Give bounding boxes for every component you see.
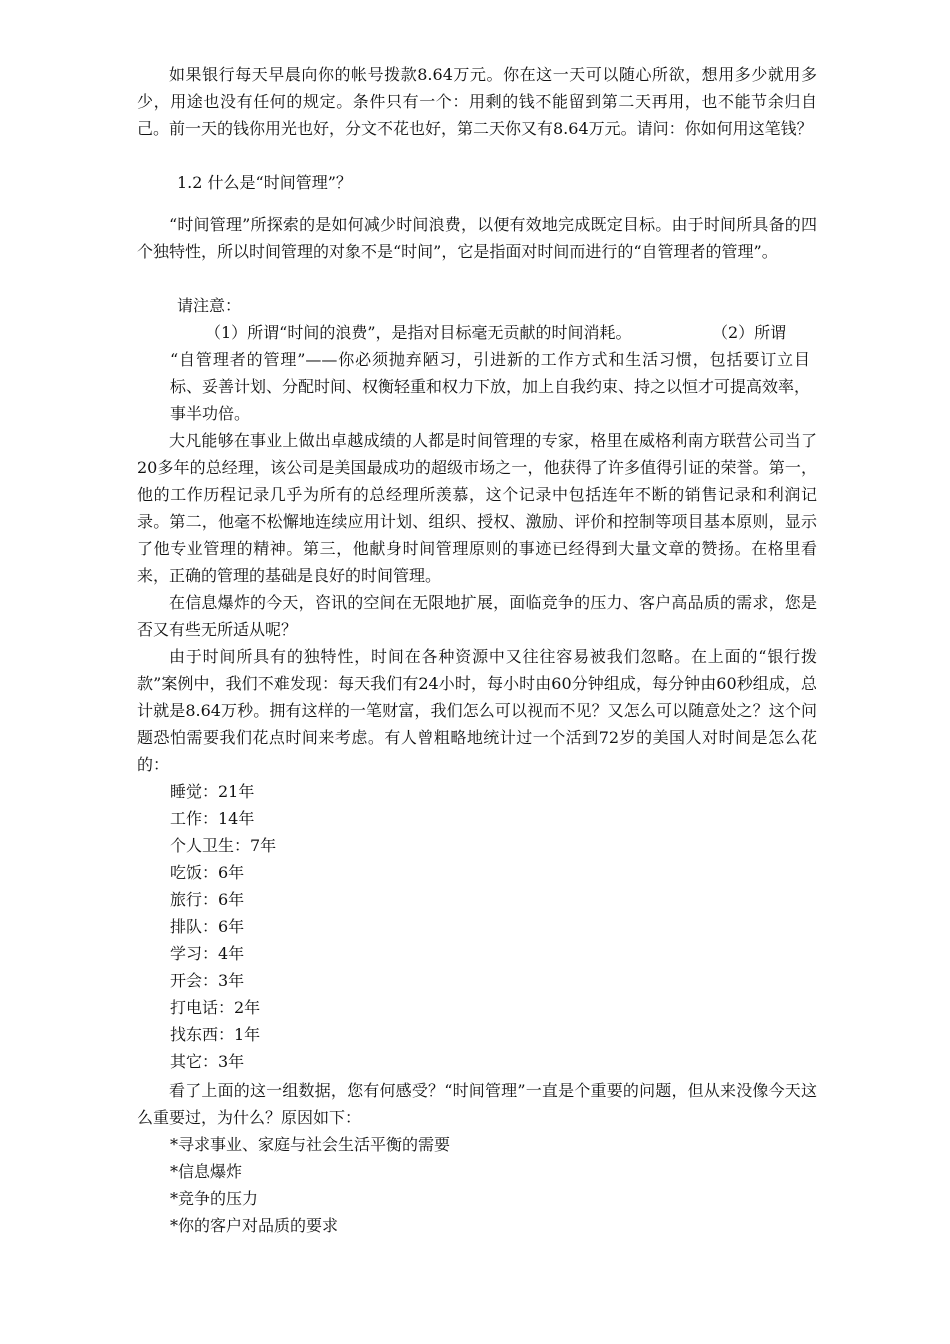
- paragraph-time-management-definition: “时间管理”所探索的是如何减少时间浪费，以便有效地完成既定目标。由于时间所具备的四个独特性，所以时间管理的对象不是“时间”，它是指面对时间而进行的“自管理者的管理”。: [137, 215, 817, 261]
- list-item: 旅行：6年: [170, 890, 245, 909]
- paragraph-time-resource: 由于时间所具有的独特性，时间在各种资源中又往往容易被我们忽略。在上面的“银行拨款”案例中，我们不难发现：每天我们有24小时，每小时由60分钟组成，每分钟由60秒组成，总计就是8.64万秒。拥有这样的一笔财富，我们怎么可以视而不见？又怎么可以随意处之？这个问题恐怕需要我们花点时间来考虑。有人曾粗略地统计过一个活到72岁的美国人对时间是怎么花的：: [137, 647, 817, 774]
- paragraph-information-explosion: 在信息爆炸的今天，咨讯的空间在无限地扩展，面临竞争的压力、客户高品质的需求，您是否又有些无所适从呢？: [137, 593, 817, 639]
- list-item: *你的客户对品质的要求: [170, 1216, 339, 1235]
- paragraph-bank-deposit: 如果银行每天早晨向你的帐号拨款8.64万元。你在这一天可以随心所欲，想用多少就用多少，用途也没有任何的规定。条件只有一个：用剩的钱不能留到第二天再用，也不能节余归自己。前一天的钱你用光也好，分文不花也好，第二天你又有8.64万元。请问：你如何用这笔钱？: [137, 65, 817, 138]
- note-item-1: （1）所谓“时间的浪费”，是指对目标毫无贡献的时间消耗。: [205, 323, 632, 342]
- list-item: 睡觉：21年: [170, 782, 255, 801]
- list-item: 其它：3年: [170, 1052, 245, 1071]
- list-item: 个人卫生：7年: [170, 836, 277, 855]
- note-item-2-text: “自管理者的管理”——你必须抛弃陋习，引进新的工作方式和生活习惯，包括要订立目标、妥善计划、分配时间、权衡轻重和权力下放，加上自我约束、持之以恒才可提高效率，事半功倍。: [170, 350, 811, 423]
- list-item: *寻求事业、家庭与社会生活平衡的需要: [170, 1135, 451, 1154]
- list-item: 开会：3年: [170, 971, 245, 990]
- note-label: 请注意：: [177, 296, 242, 315]
- list-item: 学习：4年: [170, 944, 245, 963]
- paragraph-reasons-intro: 看了上面的这一组数据，您有何感受？“时间管理”一直是个重要的问题，但从来没像今天这么重要过，为什么？原因如下：: [137, 1081, 817, 1127]
- note-item-2-start: （2）所谓: [712, 323, 787, 342]
- paragraph-gary-example: 大凡能够在事业上做出卓越成绩的人都是时间管理的专家，格里在威格利南方联营公司当了20多年的总经理，该公司是美国最成功的超级市场之一，他获得了许多值得引证的荣誉。第一，他的工作历程记录几乎为所有的总经理所羡慕，这个记录中包括连年不断的销售记录和利润记录。第二，他毫不松懈地连续应用计划、组织、授权、激励、评价和控制等项目基本原则，显示了他专业管理的精神。第三，他献身时间管理原则的事迹已经得到大量文章的赞扬。在格里看来，正确的管理的基础是良好的时间管理。: [137, 431, 817, 585]
- list-item: 排队：6年: [170, 917, 245, 936]
- list-item: 工作：14年: [170, 809, 255, 828]
- list-item: *信息爆炸: [170, 1162, 243, 1181]
- list-item: 吃饭：6年: [170, 863, 245, 882]
- section-heading: 1.2 什么是“时间管理”？: [177, 173, 352, 192]
- list-item: *竞争的压力: [170, 1189, 259, 1208]
- list-item: 打电话：2年: [170, 998, 261, 1017]
- list-item: 找东西：1年: [170, 1025, 261, 1044]
